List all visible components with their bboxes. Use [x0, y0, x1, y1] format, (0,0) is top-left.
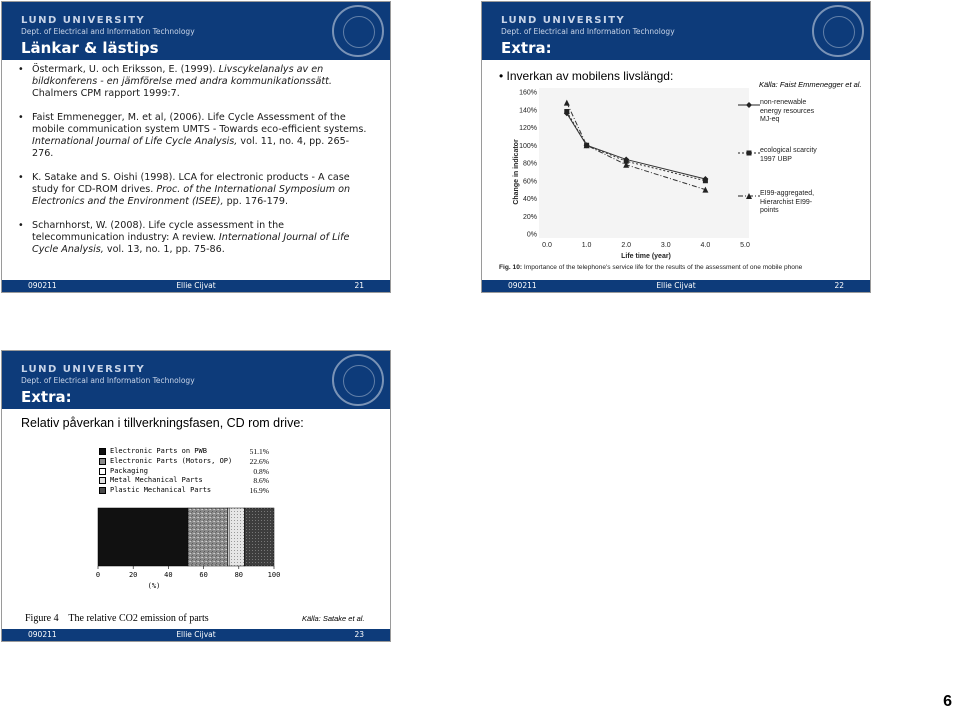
footer-page: 23 — [354, 630, 364, 639]
legend-value: 51.1% — [249, 447, 269, 456]
department-name: Dept. of Electrical and Information Technology — [21, 376, 195, 385]
y-tick-label: 0% — [526, 231, 537, 239]
figure-caption: Fig. 10: Importance of the telephone's service life for the results of the assessment of one mobile phone — [499, 264, 803, 271]
footer-date: 090211 — [28, 281, 57, 290]
legend-swatch — [99, 487, 106, 494]
legend-label: Electronic Parts (Motors, OP) — [110, 456, 233, 465]
slide-bullet: • Inverkan av mobilens livslängd: — [499, 69, 673, 83]
figure-caption: Figure 4 The relative CO2 emission of parts — [25, 613, 209, 624]
reference-item: • K. Satake and S. Oishi (1998). LCA for electronic products - A case study for CD-ROM drives. Proc. of the International Symposium on Electronics and the Environment (ISEE), pp. 176-179. — [18, 172, 368, 208]
slide-title: Extra: — [21, 388, 72, 406]
square-marker-icon — [738, 149, 760, 157]
legend-swatch — [99, 468, 106, 475]
legend-label: Electronic Parts on PWB — [110, 447, 207, 455]
footer-page: 22 — [834, 281, 844, 290]
source-note: Källa: Satake et al. — [302, 614, 365, 623]
slide-footer — [2, 280, 390, 292]
y-tick-label: 140% — [519, 107, 537, 115]
slide-header — [482, 2, 870, 60]
legend-item — [99, 476, 269, 485]
legend-item — [99, 486, 269, 495]
x-tick-label: 60 — [199, 571, 208, 579]
legend-value: 22.6% — [249, 456, 269, 466]
data-point — [703, 178, 708, 183]
legend-item — [99, 447, 269, 456]
x-tick-label: 4.0 — [700, 242, 711, 249]
bar-segment — [98, 508, 188, 566]
legend-label: Metal Mechanical Parts — [110, 476, 203, 485]
bar-segment — [188, 508, 228, 566]
reference-item: • Faist Emmenegger, M. et al, (2006). Life Cycle Assessment of the mobile communication system UMTS - Towards eco-efficient systems. International Journal of Life Cycle Analysis, vol. 11, no. 4, pp. 265-276. — [18, 112, 368, 160]
university-seal-icon — [332, 354, 384, 406]
x-tick-label: 80 — [234, 571, 244, 579]
y-tick-label: 80% — [522, 160, 537, 168]
slide-title: Extra: — [501, 39, 552, 57]
reference-list — [18, 64, 368, 268]
footer-author: Ellie Cijvat — [176, 630, 216, 639]
x-tick-label: 40 — [164, 571, 173, 579]
legend-item: ecological scarcity 1997 UBP — [760, 147, 824, 164]
slide-subtitle: Relativ påverkan i tillverkningsfasen, CD rom drive: — [21, 416, 304, 430]
footer-page: 21 — [354, 281, 364, 290]
legend-value: 0.8% — [253, 466, 269, 476]
legend-value: 8.6% — [253, 476, 269, 486]
y-tick-label: 20% — [522, 213, 537, 221]
source-note: Källa: Faist Emmenegger et al. — [759, 80, 862, 89]
y-tick-label: 40% — [522, 196, 537, 203]
triangle-marker-icon — [738, 192, 760, 200]
department-name: Dept. of Electrical and Information Technology — [501, 27, 675, 36]
legend-swatch — [99, 448, 106, 455]
x-tick-label: 3.0 — [660, 242, 671, 249]
legend-label: Plastic Mechanical Parts — [110, 486, 212, 495]
university-name: LUND UNIVERSITY — [21, 364, 146, 375]
x-axis-unit: (%) — [147, 582, 161, 590]
legend-swatch — [99, 477, 106, 484]
x-tick-label: 0 — [95, 571, 101, 579]
x-tick-label: 20 — [128, 571, 138, 579]
diamond-marker-icon — [738, 101, 760, 109]
slide-title: Länkar & lästips — [21, 39, 159, 57]
x-tick-label: 2.0 — [621, 242, 632, 249]
x-tick-label: 0.0 — [542, 242, 552, 249]
x-tick-label: 100 — [267, 571, 281, 579]
slide-22 — [481, 1, 871, 293]
data-point — [564, 109, 569, 114]
legend-swatch — [99, 458, 106, 465]
legend-item — [99, 457, 269, 466]
bar-segment — [244, 508, 274, 566]
legend-item: non-renewable energy resources MJ-eq — [760, 99, 824, 125]
footer-date: 090211 — [508, 281, 537, 290]
slide-header — [2, 351, 390, 409]
y-tick-label: 60% — [522, 178, 537, 186]
page-number: 6 — [943, 693, 952, 710]
department-name: Dept. of Electrical and Information Technology — [21, 27, 195, 36]
legend-label: Packaging — [110, 466, 148, 475]
university-name: LUND UNIVERSITY — [501, 15, 626, 26]
legend-value: 16.9% — [249, 486, 269, 496]
slide-footer — [2, 629, 390, 641]
slide-header — [2, 2, 390, 60]
footer-author: Ellie Cijvat — [656, 281, 696, 290]
legend-item: EI99-aggregated, Hierarchist EI99-points — [760, 190, 824, 216]
bar-segment — [229, 508, 244, 566]
university-name: LUND UNIVERSITY — [21, 15, 146, 26]
x-axis-label: Life time (year) — [621, 253, 671, 260]
reference-item: • Scharnhorst, W. (2008). Life cycle assessment in the telecommunication industry: A review. International Journal of Life Cycle Analysis, vol. 13, no. 1, pp. 75-86. — [18, 220, 368, 256]
y-tick-label: 100% — [519, 142, 537, 150]
legend-item — [99, 467, 269, 476]
slide-23 — [1, 350, 391, 642]
university-seal-icon — [332, 5, 384, 57]
footer-author: Ellie Cijvat — [176, 281, 216, 290]
y-axis-label: Change in indicator — [513, 139, 520, 205]
university-seal-icon — [812, 5, 864, 57]
x-tick-label: 1.0 — [581, 242, 592, 249]
slide-footer — [482, 280, 870, 292]
reference-item: • Östermark, U. och Eriksson, E. (1999). Livscykelanalys av en bildkonferens - en jämförelse med andra kommunikationssätt. Chalmers CPM rapport 1999:7. — [18, 64, 368, 100]
footer-date: 090211 — [28, 630, 57, 639]
x-tick-label: 5.0 — [740, 242, 750, 249]
slide-21 — [1, 1, 391, 293]
y-tick-label: 120% — [519, 125, 537, 132]
y-tick-label: 160% — [519, 89, 537, 97]
